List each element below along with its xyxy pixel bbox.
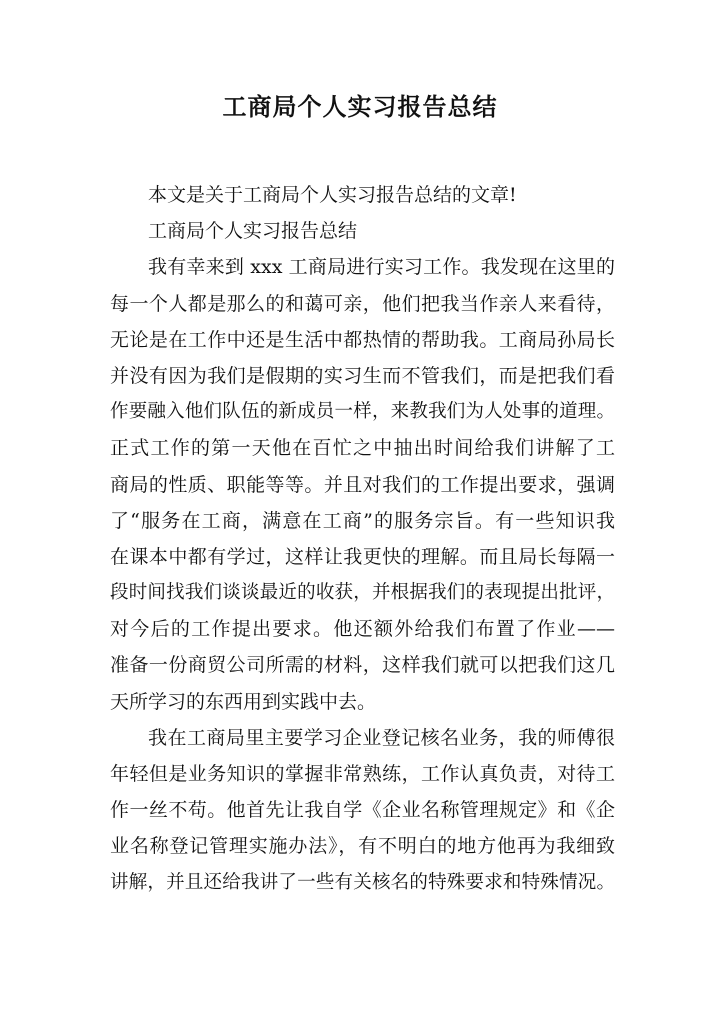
text-line: 讲解，并且还给我讲了一些有关核名的特殊要求和特殊情况。 xyxy=(110,871,615,893)
text-line: 正式工作的第一天他在百忙之中抽出时间给我们讲解了工 xyxy=(110,437,615,460)
text-line: 工商局个人实习报告总结 xyxy=(148,220,358,243)
text-line: 我有幸来到 xxx 工商局进行实习工作。我发现在这里的 xyxy=(148,256,615,279)
text-line: 作要融入他们队伍的新成员一样，来教我们为人处事的道理。 xyxy=(110,401,615,423)
text-line: 无论是在工作中还是生活中都热情的帮助我。工商局孙局长 xyxy=(110,328,615,351)
text-line: 在课本中都有学过，这样让我更快的理解。而且局长每隔一 xyxy=(110,545,615,568)
text-line: 业名称登记管理实施办法》，有不明白的地方他再为我细致 xyxy=(110,835,615,858)
text-line: 年轻但是业务知识的掌握非常熟练，工作认真负责，对待工 xyxy=(110,763,615,785)
text-line: 作一丝不苟。他首先让我自学《企业名称管理规定》和《企 xyxy=(110,799,615,822)
text-line: 本文是关于工商局个人实习报告总结的文章! xyxy=(148,184,517,206)
text-line: 段时间找我们谈谈最近的收获，并根据我们的表现提出批评， xyxy=(110,582,615,604)
text-line: 对今后的工作提出要求。他还额外给我们布置了作业—— xyxy=(110,618,615,641)
text-line: 准备一份商贸公司所需的材料，这样我们就可以把我们这几 xyxy=(110,654,615,677)
text-line: 并没有因为我们是假期的实习生而不管我们，而是把我们看 xyxy=(110,364,615,387)
text-line: 我在工商局里主要学习企业登记核名业务，我的师傅很 xyxy=(148,726,615,749)
document-body xyxy=(110,177,615,901)
text-line: 天所学习的东西用到实践中去。 xyxy=(110,690,377,713)
text-line: 商局的性质、职能等等。并且对我们的工作提出要求，强调 xyxy=(110,473,615,496)
document-title: 工商局个人实习报告总结 xyxy=(222,93,498,121)
text-line: 每一个人都是那么的和蔼可亲，他们把我当作亲人来看待， xyxy=(110,292,615,315)
text-line: 了“服务在工商，满意在工商”的服务宗旨。有一些知识我 xyxy=(110,509,615,532)
